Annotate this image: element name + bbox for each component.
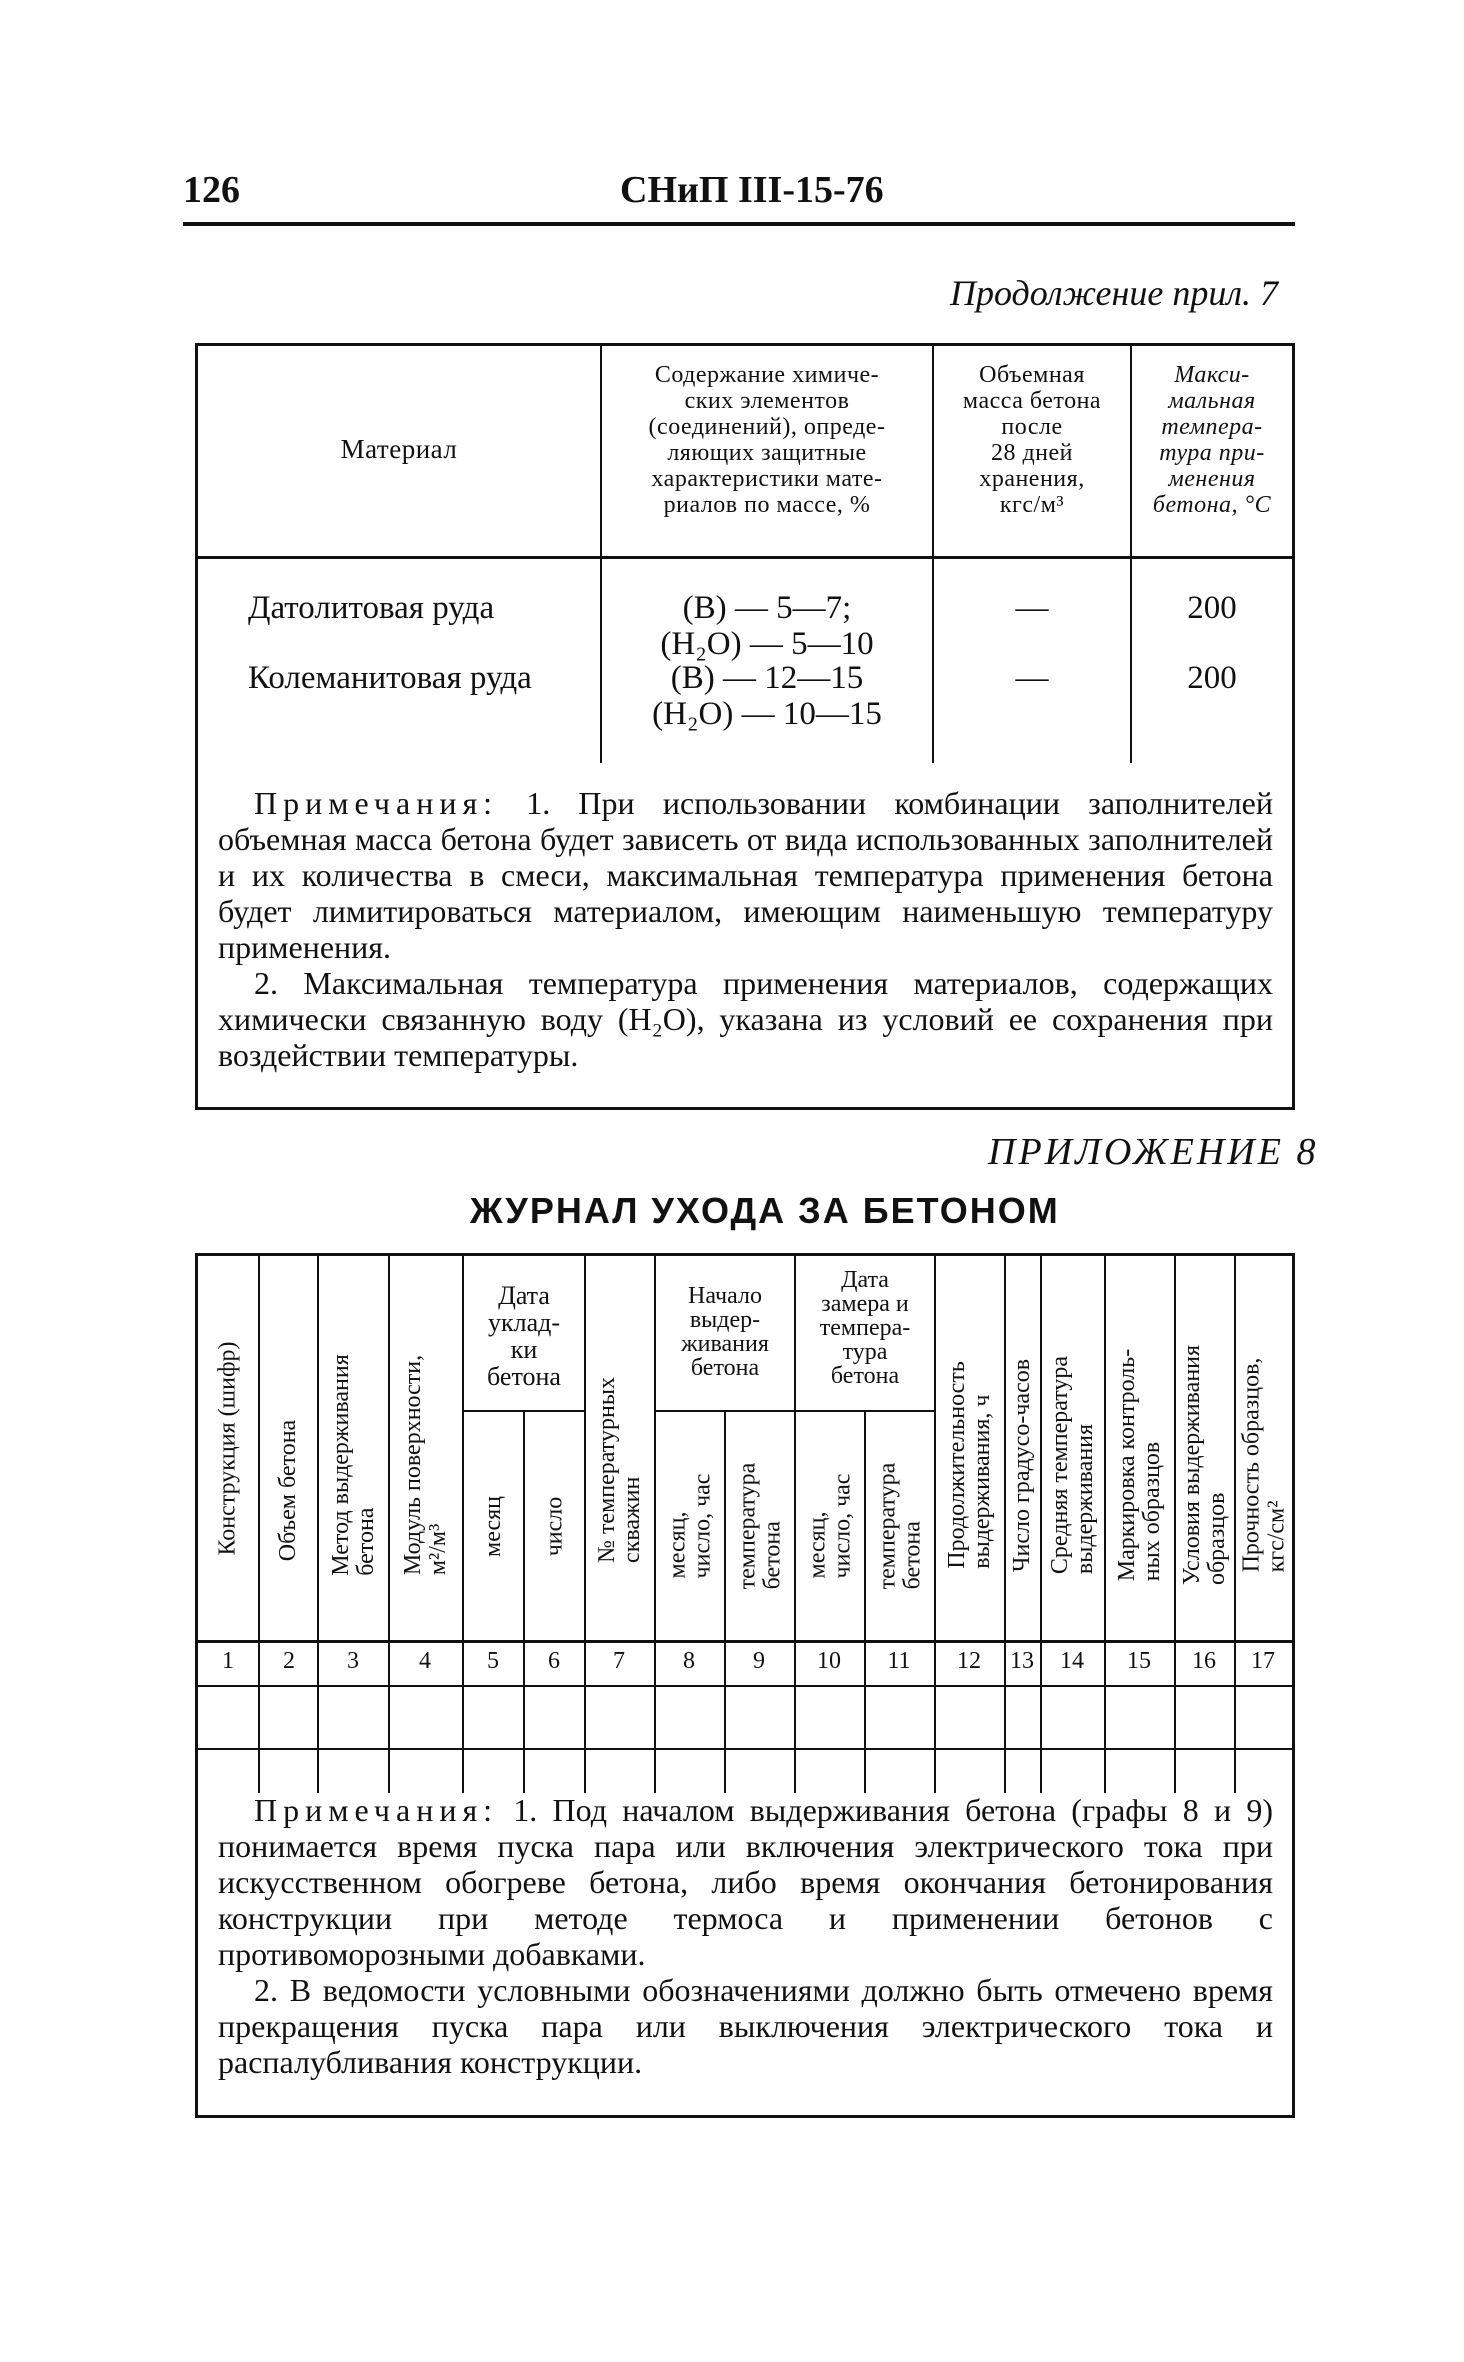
col-sample-marking: Маркировка контроль- ных образцов	[1114, 1348, 1166, 1582]
col-number: 3	[347, 1648, 359, 1674]
col-number: 7	[613, 1648, 625, 1674]
note-1: 1. Под началом выдерживания бетона (графы 8 и 9) понимается время пуска пара или включения электрического тока при искусственном обогреве бетона, либо время окончания бетонирования конструкции при методе термоса и применении бетонов с противоморозными добавками.	[218, 1792, 1273, 1972]
col-number: 10	[817, 1648, 841, 1674]
col-number: 9	[753, 1648, 765, 1674]
col-construction: Конструкция (шифр)	[214, 1340, 241, 1556]
notes-label: Примечания:	[254, 1792, 499, 1828]
col-start-temperature: температура бетона	[734, 1462, 785, 1590]
col-number: 12	[957, 1648, 981, 1674]
col-number: 13	[1010, 1648, 1034, 1674]
col-avg-temperature: Средняя температура выдерживания	[1047, 1355, 1098, 1575]
col-number: 15	[1127, 1648, 1151, 1674]
col-sample-conditions: Условия выдерживания образцов	[1179, 1344, 1230, 1586]
document-code: СНиП III-15-76	[620, 169, 884, 211]
row1-density: —	[1015, 590, 1049, 626]
col-method: Метод выдерживания бетона	[327, 1354, 379, 1576]
col-volume: Объем бетона	[275, 1419, 302, 1561]
notes-appendix-7	[218, 785, 1273, 1073]
header-density: Объемная масса бетона после 28 дней хранения, кгс/м³	[962, 362, 1102, 518]
group-curing-start: Начало выдер- живания бетона	[681, 1283, 769, 1381]
col-day: число	[541, 1496, 568, 1556]
row2-maxtemp: 200	[1187, 660, 1237, 696]
row2-material: Колеманитовая руда	[248, 660, 532, 696]
col-number: 1	[222, 1648, 234, 1674]
col-measure-datetime: месяц, число, час	[804, 1473, 856, 1579]
col-degree-hours: Число градусо-часов	[1009, 1358, 1036, 1572]
group-laying-date: Дата уклад- ки бетона	[487, 1281, 561, 1391]
continuation-label: Продолжение прил. 7	[950, 273, 1279, 313]
notes-label: Примечания:	[254, 785, 499, 821]
col-number: 14	[1060, 1648, 1084, 1674]
header-maxtemp: Макси- мальная темпера- тура при- менения бетона, °С	[1152, 362, 1272, 518]
group-measure-date: Дата замера и темпера- тура бетона	[819, 1267, 911, 1389]
col-start-datetime: месяц, число, час	[664, 1473, 716, 1579]
col-temp-wells: № температурных скважин	[594, 1377, 645, 1563]
notes-appendix-8	[218, 1792, 1273, 2080]
note-2: 2. В ведомости условными обозначениями должно быть отмечено время прекращения пуска пара или выключения электрического тока и распалубливания конструкции.	[218, 1972, 1273, 2080]
note-1: 1. При использовании комбинации заполнителей объемная масса бетона будет зависеть от вида использованных заполнителей и их количества в смеси, максимальная температура применения бетона будет лимитироваться материалом, имеющим наименьшую температуру применения.	[218, 785, 1274, 965]
col-surface-modulus: Модуль поверхности, м²/м³	[400, 1354, 451, 1576]
col-number: 6	[548, 1648, 560, 1674]
header-rule	[183, 222, 1295, 226]
col-sample-strength: Прочность образцов, кгс/см²	[1238, 1357, 1290, 1573]
col-month: месяц	[480, 1495, 507, 1557]
row1-content: (B) — 5—7; (H₂O) — 5—10	[660, 590, 874, 662]
row2-content: (B) — 12—15 (H₂O) — 10—15	[652, 660, 882, 732]
col-measure-temperature: температура бетона	[874, 1462, 925, 1590]
col-duration: Продолжительность выдерживания, ч	[944, 1361, 995, 1569]
col-number: 17	[1251, 1648, 1275, 1674]
col-number: 11	[887, 1648, 911, 1674]
col-number: 8	[683, 1648, 695, 1674]
journal-title: ЖУРНАЛ УХОДА ЗА БЕТОНОМ	[470, 1190, 1060, 1231]
page-number: 126	[183, 169, 240, 211]
row1-material: Датолитовая руда	[248, 590, 495, 626]
col-number: 16	[1192, 1648, 1216, 1674]
col-number: 2	[283, 1648, 295, 1674]
note-2: 2. Максимальная температура применения материалов, содержащих химически связанную воду (H₂O), указана из условий ее сохранения при воздействии температуры.	[218, 965, 1273, 1073]
header-material: Материал	[340, 434, 458, 464]
col-number: 5	[487, 1648, 499, 1674]
row1-maxtemp: 200	[1187, 590, 1237, 626]
appendix-label: ПРИЛОЖЕНИЕ 8	[988, 1131, 1319, 1173]
row2-density: —	[1015, 660, 1049, 696]
col-number: 4	[419, 1648, 431, 1674]
header-content: Содержание химиче- ских элементов (соединений), опреде- ляющих защитные характеристики мате- риалов по массе, %	[648, 362, 886, 518]
